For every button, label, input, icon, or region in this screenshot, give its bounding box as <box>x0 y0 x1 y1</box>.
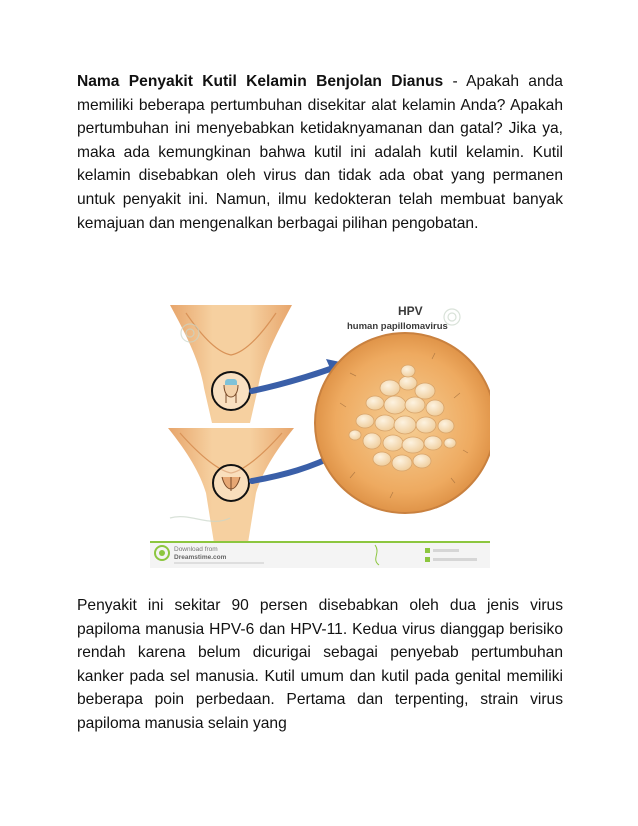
dreamstime-watermark <box>150 542 490 568</box>
intro-paragraph <box>77 70 563 235</box>
figure-subtitle: human papillomavirus <box>347 321 448 332</box>
figure-title: HPV <box>398 304 423 318</box>
intro-text: - Apakah anda memiliki beberapa pertumbuhan disekitar alat kelamin Anda? Apakah pertumbuhan ini menyebabkan ketidaknyamanan dan gatal? Jika ya, maka ada kemungkinan bahwa kutil ini adalah kutil kelamin. Kutil kelamin disebabkan oleh virus dan tidak ada obat yang permanen untuk penyakit ini. Namun, ilmu kedokteran telah membuat banyak kemajuan dan mengenalkan berbagai pilihan pengobatan. <box>77 73 563 232</box>
article-title: Nama Penyakit Kutil Kelamin Benjolan Dianus <box>77 73 444 90</box>
male-torso-figure <box>170 305 292 423</box>
magnified-wart-circle <box>315 333 490 513</box>
watermark-line2: Dreamstime.com <box>174 554 227 561</box>
watermark-line1: Download from <box>174 546 218 553</box>
female-torso-figure <box>168 428 294 543</box>
hpv-illustration <box>150 293 490 568</box>
body-paragraph: Penyakit ini sekitar 90 persen disebabkan oleh dua jenis virus papiloma manusia HPV-6 dan HPV-11. Kedua virus dianggap berisiko rendah karena belum dicurigai sebagai penyebab pertumbuhan kanker pada sel manusia. Kutil umum dan kutil pada genital memiliki beberapa poin perbedaan. Pertama dan terpenting, strain virus papiloma manusia selain yang <box>77 597 563 732</box>
